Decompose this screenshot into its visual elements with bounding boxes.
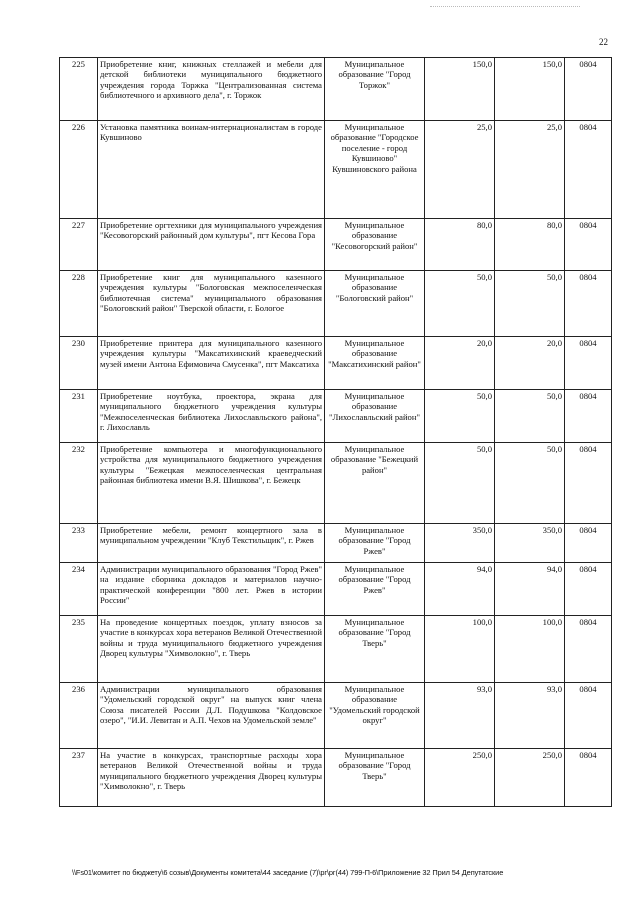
row-amount-1: 50,0 xyxy=(425,390,495,443)
row-number: 235 xyxy=(60,616,98,683)
row-amount-2: 25,0 xyxy=(495,121,565,219)
row-number: 226 xyxy=(60,121,98,219)
header-marks xyxy=(430,6,580,9)
row-amount-1: 350,0 xyxy=(425,524,495,563)
row-code: 0804 xyxy=(565,337,612,390)
row-number: 232 xyxy=(60,443,98,524)
row-amount-2: 350,0 xyxy=(495,524,565,563)
table-row xyxy=(60,271,612,337)
appropriations-table xyxy=(59,57,612,807)
row-code: 0804 xyxy=(565,749,612,807)
row-code: 0804 xyxy=(565,58,612,121)
row-amount-2: 50,0 xyxy=(495,443,565,524)
file-path-footer: \\Fs01\комитет по бюджету\6 созыв\Документы комитета\44 заседание (7)\рг\рг(44) 799-П-6\Приложение 32 Прил 54 Депутатские xyxy=(72,868,504,877)
row-amount-2: 150,0 xyxy=(495,58,565,121)
row-description: Установка памятника воинам-интернационалистам в городе Кувшиново xyxy=(98,121,325,219)
table-row xyxy=(60,121,612,219)
row-code: 0804 xyxy=(565,271,612,337)
row-amount-2: 50,0 xyxy=(495,271,565,337)
row-number: 236 xyxy=(60,683,98,749)
row-description: Приобретение компьютера и многофункционального устройства для муниципального бюджетного учреждения культуры "Бежецкая межпоселенческая центральная районная библиотека имени В.Я. Шишкова", г. Бежецк xyxy=(98,443,325,524)
row-amount-2: 50,0 xyxy=(495,390,565,443)
row-code: 0804 xyxy=(565,683,612,749)
row-code: 0804 xyxy=(565,563,612,616)
row-description: Приобретение принтера для муниципального казенного учреждения культуры "Максатихинский краеведческий музей имени Антона Ефимовича Смусенка", пгт Максатиха xyxy=(98,337,325,390)
page-number: 22 xyxy=(599,37,608,47)
table-row xyxy=(60,749,612,807)
row-amount-2: 250,0 xyxy=(495,749,565,807)
table-row xyxy=(60,58,612,121)
row-recipient: Муниципальное образование "Город Тверь" xyxy=(325,749,425,807)
row-description: Приобретение ноутбука, проектора, экрана для муниципального бюджетного учреждения культуры "Межпоселенческая библиотека Лихославльского района", г. Лихославль xyxy=(98,390,325,443)
row-recipient: Муниципальное образование "Город Ржев" xyxy=(325,524,425,563)
row-code: 0804 xyxy=(565,121,612,219)
table-row xyxy=(60,524,612,563)
row-amount-1: 50,0 xyxy=(425,271,495,337)
row-amount-1: 250,0 xyxy=(425,749,495,807)
row-recipient: Муниципальное образование "Городское поселение - город Кувшиново" Кувшиновского района xyxy=(325,121,425,219)
row-number: 234 xyxy=(60,563,98,616)
row-amount-1: 25,0 xyxy=(425,121,495,219)
table-row xyxy=(60,337,612,390)
row-number: 227 xyxy=(60,219,98,271)
row-amount-2: 93,0 xyxy=(495,683,565,749)
row-recipient: Муниципальное образование "Бологовский район" xyxy=(325,271,425,337)
row-recipient: Муниципальное образование "Бежецкий район" xyxy=(325,443,425,524)
row-code: 0804 xyxy=(565,390,612,443)
row-recipient: Муниципальное образование "Лихославльский район" xyxy=(325,390,425,443)
row-amount-2: 80,0 xyxy=(495,219,565,271)
row-recipient: Муниципальное образование "Город Торжок" xyxy=(325,58,425,121)
row-description: Администрации муниципального образования "Город Ржев" на издание сборника докладов и материалов научно-практической конференции "800 лет. Ржев в истории России" xyxy=(98,563,325,616)
table-row xyxy=(60,563,612,616)
row-amount-1: 100,0 xyxy=(425,616,495,683)
row-number: 237 xyxy=(60,749,98,807)
row-recipient: Муниципальное образование "Город Тверь" xyxy=(325,616,425,683)
row-amount-2: 100,0 xyxy=(495,616,565,683)
row-recipient: Муниципальное образование "Удомельский городской округ" xyxy=(325,683,425,749)
row-description: Приобретение книг, книжных стеллажей и мебели для детской библиотеки муниципального бюджетного учреждения города Торжка "Централизованная система библиотечного и архивного дела", г. Торжок xyxy=(98,58,325,121)
row-amount-2: 94,0 xyxy=(495,563,565,616)
row-number: 228 xyxy=(60,271,98,337)
row-amount-1: 94,0 xyxy=(425,563,495,616)
table-row xyxy=(60,390,612,443)
row-recipient: Муниципальное образование "Кесовогорский район" xyxy=(325,219,425,271)
row-description: Приобретение книг для муниципального казенного учреждения культуры "Бологовская межпоселенческая библиотечная система" муниципального образования "Бологовский район" Тверской области, г. Бологое xyxy=(98,271,325,337)
row-amount-1: 80,0 xyxy=(425,219,495,271)
row-amount-1: 150,0 xyxy=(425,58,495,121)
row-code: 0804 xyxy=(565,524,612,563)
row-amount-1: 50,0 xyxy=(425,443,495,524)
row-recipient: Муниципальное образование "Город Ржев" xyxy=(325,563,425,616)
row-recipient: Муниципальное образование "Максатихинский район" xyxy=(325,337,425,390)
row-number: 230 xyxy=(60,337,98,390)
row-number: 233 xyxy=(60,524,98,563)
row-number: 231 xyxy=(60,390,98,443)
row-amount-1: 20,0 xyxy=(425,337,495,390)
row-description: Администрации муниципального образования "Удомельский городской округ" на выпуск книг члена Союза писателей России Д.Л. Подушкова "Колдовское озеро", "И.И. Левитан и А.П. Чехов на Удомельской земле" xyxy=(98,683,325,749)
row-description: Приобретение мебели, ремонт концертного зала в муниципальном учреждении "Клуб Текстильщик", г. Ржев xyxy=(98,524,325,563)
row-amount-1: 93,0 xyxy=(425,683,495,749)
row-code: 0804 xyxy=(565,443,612,524)
table-row xyxy=(60,443,612,524)
table-row xyxy=(60,219,612,271)
row-amount-2: 20,0 xyxy=(495,337,565,390)
row-description: На проведение концертных поездок, уплату взносов за участие в конкурсах хора ветеранов Великой Отечественной войны и труда муниципального бюджетного учреждения Дворец культуры "Химволокно", г. Тверь xyxy=(98,616,325,683)
row-code: 0804 xyxy=(565,219,612,271)
row-description: Приобретение оргтехники для муниципального учреждения "Кесовогорский районный дом культуры", пгт Кесова Гора xyxy=(98,219,325,271)
row-code: 0804 xyxy=(565,616,612,683)
row-number: 225 xyxy=(60,58,98,121)
row-description: На участие в конкурсах, транспортные расходы хора ветеранов Великой Отечественной войны и труда муниципального бюджетного учреждения Дворец культуры "Химволокно", г. Тверь xyxy=(98,749,325,807)
table-row xyxy=(60,616,612,683)
table-row xyxy=(60,683,612,749)
